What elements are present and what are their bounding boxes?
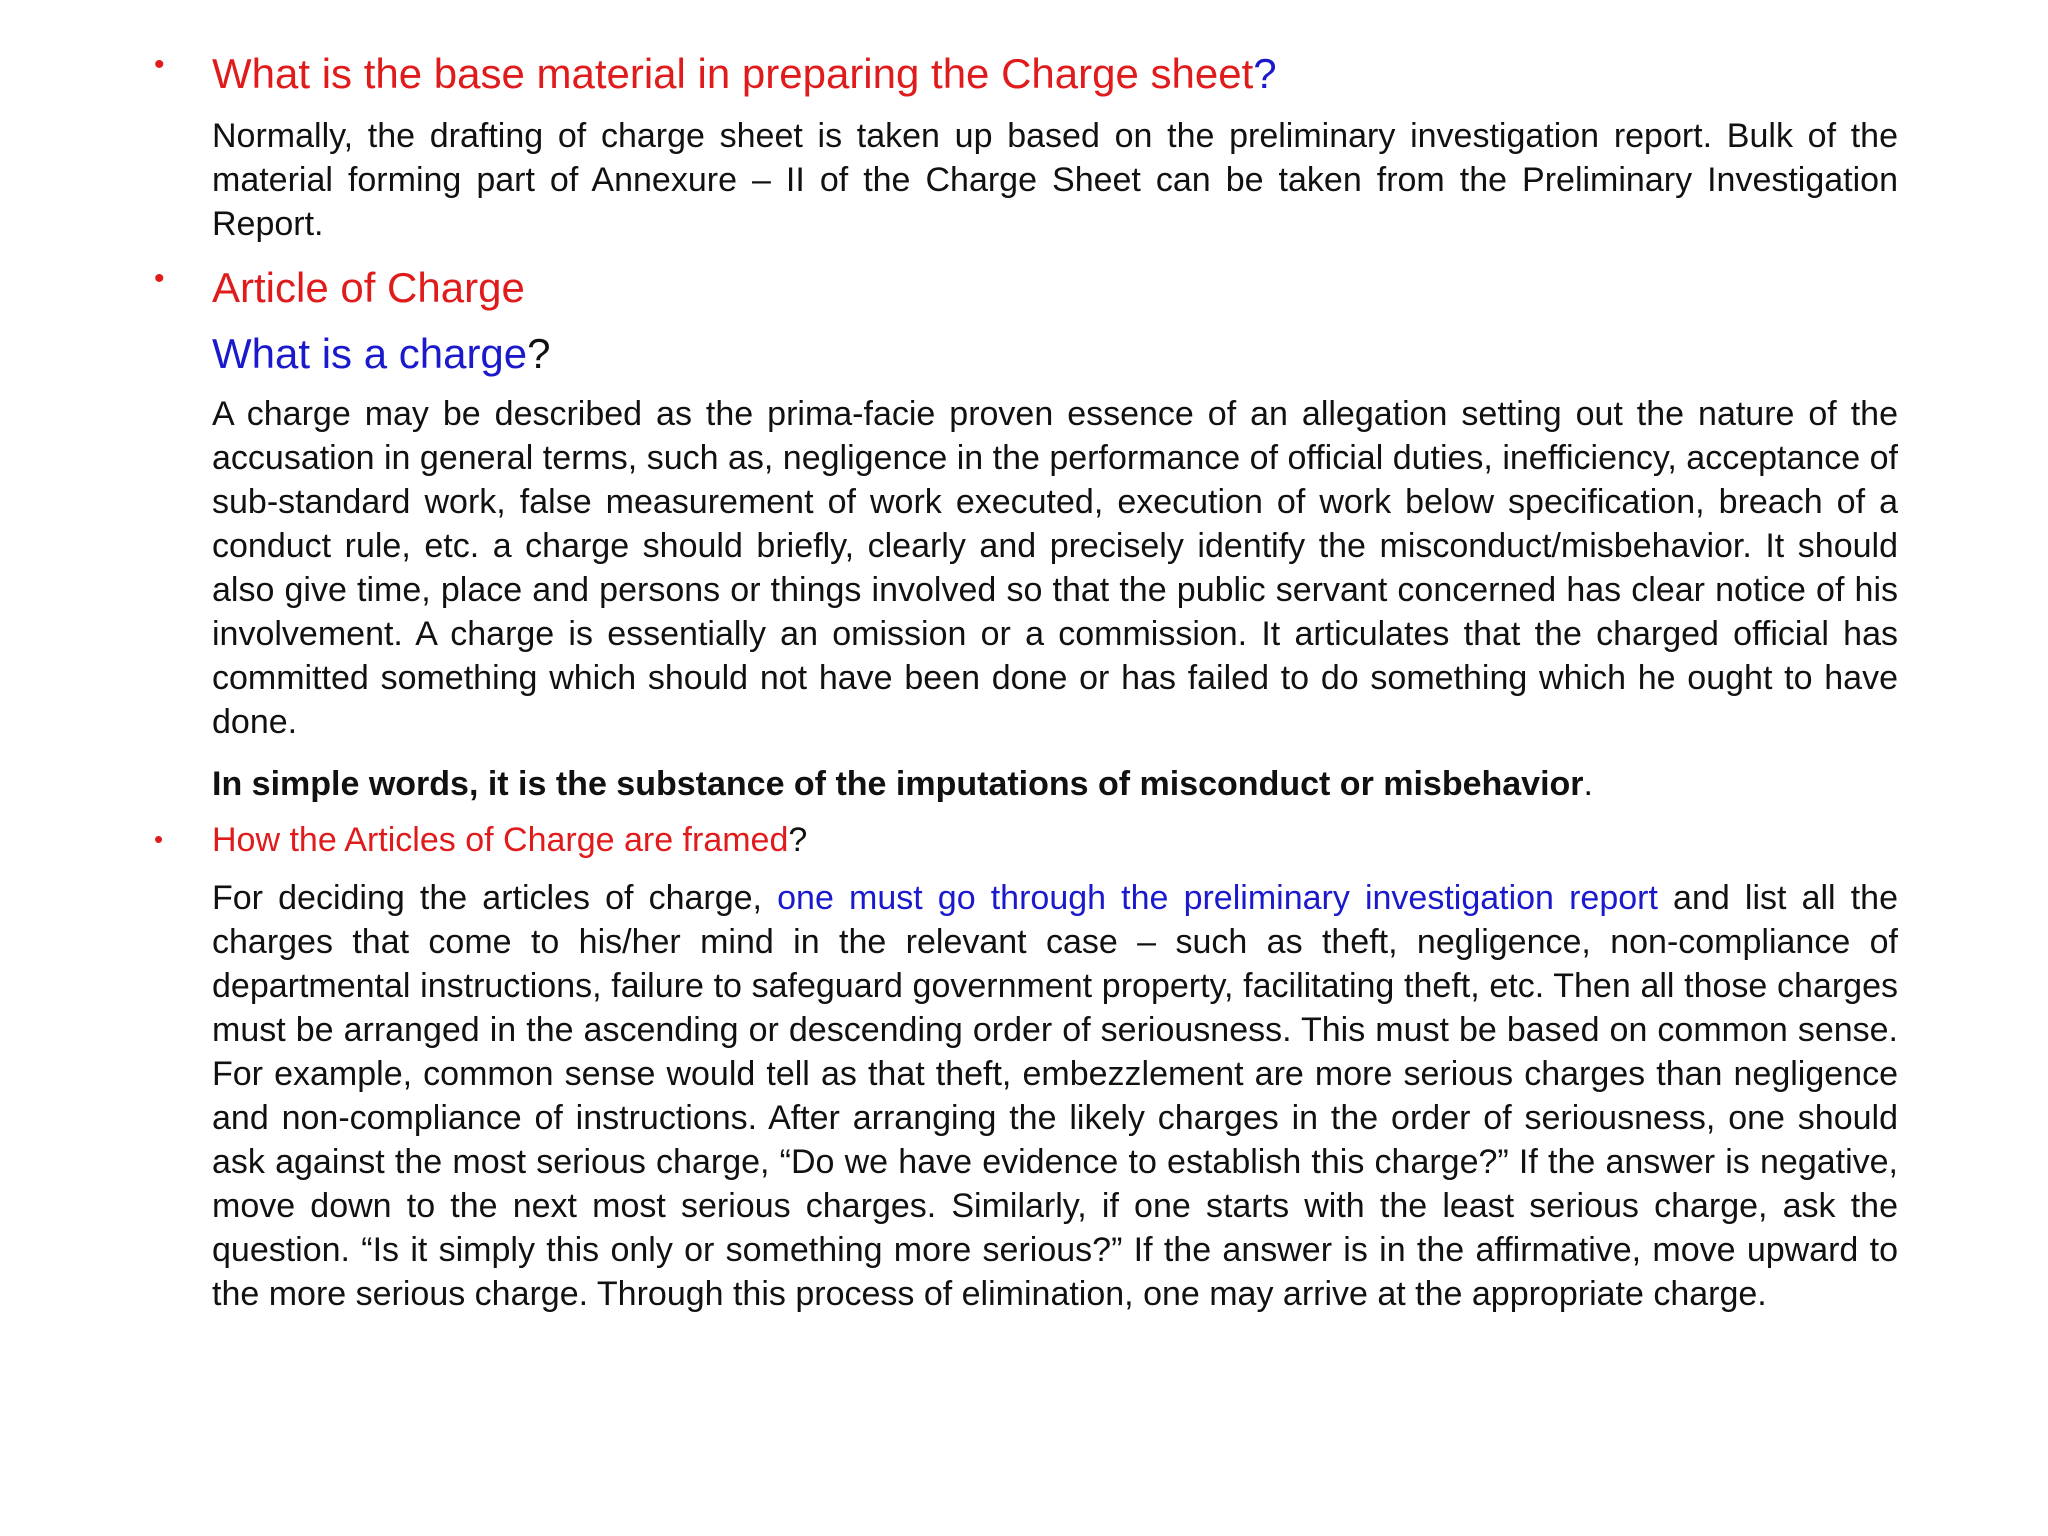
simple-words-line [212, 762, 1593, 806]
paragraph-what-is-charge: A charge may be described as the prima-facie proven essence of an allegation setting out the nature of the accusation in general terms, such as, negligence in the performance of official duties, inefficiency, acceptance of sub-standard work, false measurement of work executed, execution of work below specification, breach of a conduct rule, etc. a charge should briefly, clearly and precisely identify the misconduct/misbehavior. It should also give time, place and persons or things involved so that the public servant concerned has clear notice of his involvement. A charge is essentially an omission or a commission. It articulates that the charged official has committed something which should not have been done or has failed to do something which he ought to have done. [212, 395, 1898, 741]
bullet-icon: • [154, 48, 165, 81]
heading-base-material-text: What is the base material in preparing the Charge sheet [212, 50, 1254, 97]
paragraph-articles-rest: and list all the charges that come to his/her mind in the relevant case – such as theft, negligence, non-compliance of departmental instructions, failure to safeguard government property, facilitating theft, etc. Then all those charges must be arranged in the ascending or descending order of seriousness. This must be based on common sense. For example, common sense would tell as that theft, embezzlement are more serious charges than negligence and non-compliance of instructions. After arranging the likely charges in the order of seriousness, one should ask against the most serious charge, “Do we have evidence to establish this charge?” If the answer is negative, move down to the next most serious charges. Similarly, if one starts with the least serious charge, ask the question. “Is it simply this only or something more serious?” If the answer is in the affirmative, move upward to the more serious charge. Through this process of elimination, one may arrive at the appropriate charge. [212, 879, 1898, 1313]
heading-articles-framed [212, 818, 807, 862]
heading-article-of-charge: Article of Charge [212, 264, 525, 311]
heading-articles-framed-text: How the Articles of Charge are framed [212, 821, 789, 859]
simple-words-bold: In simple words, it is the substance of the imputations of misconduct or misbehavior [212, 765, 1584, 803]
simple-words-period: . [1583, 765, 1593, 803]
subheading-question-mark: ? [527, 330, 551, 377]
heading-articles-question-mark: ? [788, 821, 808, 859]
paragraph-articles-start: For deciding the articles of charge, [212, 879, 778, 917]
paragraph-articles-highlight: one must go through the preliminary investigation report [777, 879, 1658, 917]
paragraph-base-material: Normally, the drafting of charge sheet is taken up based on the preliminary investigation report. Bulk of the material forming part of Annexure – II of the Charge Sheet can be taken from the Preliminary Investigation Report. [212, 117, 1898, 243]
heading-question-mark: ? [1253, 50, 1277, 97]
subheading-what-is-charge-text: What is a charge [212, 330, 528, 377]
bullet-icon: • [154, 824, 164, 854]
heading-base-material [212, 48, 1277, 100]
subheading-what-is-charge [212, 328, 551, 380]
paragraph-articles-framed [212, 876, 1898, 1316]
bullet-icon: • [154, 262, 165, 295]
